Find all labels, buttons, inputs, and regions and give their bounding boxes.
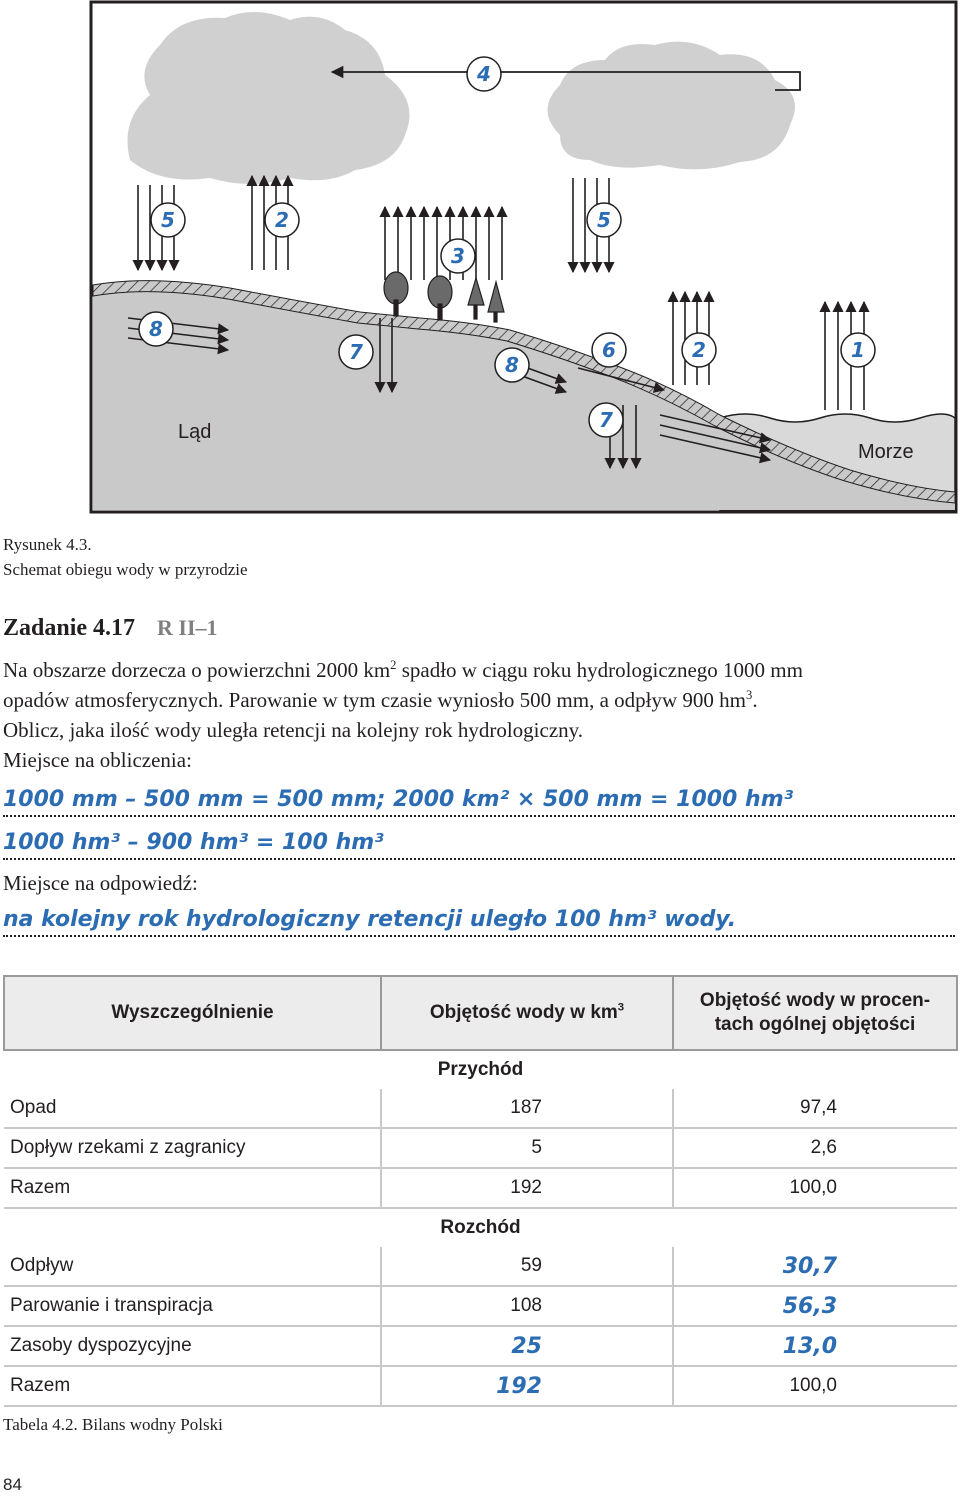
task-text-line-1: Na obszarze dorzecza o powierzchni 2000 $km^2$ spadło w ciągu roku hydrologicznego 1000 mm <box>3 658 803 682</box>
calc-line-2: 1000 hm³ – 900 hm³ = 100 hm³ <box>3 828 955 860</box>
section-outcome: Rozchód <box>440 1217 521 1238</box>
water-balance-table <box>3 975 958 1407</box>
svg-text:1: 1 <box>851 338 865 362</box>
section-income: Przychód <box>437 1059 524 1080</box>
handwritten-value: 25 <box>511 1333 542 1359</box>
table-row: Dopływ rzekami z zagranicy 5 2,6 <box>4 1128 957 1168</box>
task-title: Zadanie 4.17 <box>3 615 136 641</box>
marker-8-left <box>139 312 173 346</box>
table-caption: Tabela 4.2. Bilans wodny Polski <box>3 1415 223 1434</box>
svg-text:5: 5 <box>161 208 175 232</box>
table-row: Odpływ 59 30,7 <box>4 1247 957 1286</box>
svg-text:7: 7 <box>349 340 363 364</box>
figure-caption-text: Schemat obiegu wody w przyrodzie <box>3 560 248 579</box>
table-row: Razem 192 100,0 <box>4 1168 957 1208</box>
marker-3 <box>441 239 475 273</box>
svg-text:8: 8 <box>149 317 163 341</box>
svg-text:8: 8 <box>505 353 519 377</box>
page-number: 84 <box>3 1475 22 1494</box>
handwritten-value: 56,3 <box>782 1293 837 1319</box>
marker-7-right <box>589 403 623 437</box>
marker-6 <box>592 333 626 367</box>
handwritten-value: 13,0 <box>782 1333 837 1359</box>
marker-1 <box>841 333 875 367</box>
figure-caption-number: Rysunek 4.3. <box>3 535 92 554</box>
table-row: Razem 192 100,0 <box>4 1366 957 1406</box>
calc-space-label: Miejsce na obliczenia: <box>3 748 192 772</box>
calc-line-1: 1000 mm – 500 mm = 500 mm; 2000 km² × 500 mm = 1000 hm³ <box>3 785 955 817</box>
handwritten-value: 192 <box>496 1373 542 1399</box>
marker-4 <box>467 57 501 91</box>
svg-text:4: 4 <box>477 62 491 86</box>
task-text-line-2: opadów atmosferycznych. Parowanie w tym czasie wyniosło 500 mm, a odpływ 900 $hm^3$. <box>3 688 758 712</box>
answer-line: na kolejny rok hydrologiczny retencji uległo 100 hm³ wody. <box>3 905 955 937</box>
marker-2-right <box>682 333 716 367</box>
svg-text:3: 3 <box>451 244 465 268</box>
marker-5-left <box>151 203 185 237</box>
table-row: Opad 187 97,4 <box>4 1089 957 1128</box>
answer-space-label: Miejsce na odpowiedź: <box>3 871 198 895</box>
task-code: R II–1 <box>157 615 218 640</box>
table-row: Zasoby dyspozycyjne 25 13,0 <box>4 1326 957 1366</box>
svg-text:6: 6 <box>602 338 616 362</box>
table-row: Parowanie i transpiracja 108 56,3 <box>4 1286 957 1326</box>
handwritten-value: 30,7 <box>782 1253 837 1279</box>
marker-8-mid <box>495 348 529 382</box>
label-land: Ląd <box>178 421 212 443</box>
task-text-line-3: Oblicz, jaka ilość wody uległa retencji na kolejny rok hydrologiczny. <box>3 718 584 742</box>
svg-text:7: 7 <box>599 408 613 432</box>
svg-text:2: 2 <box>692 338 706 362</box>
header-volume: Objętość wody w $km^3$ <box>381 976 673 1050</box>
task-heading <box>3 615 218 642</box>
header-percent: Objętość wody w procen- tach ogólnej objętości <box>673 976 957 1050</box>
marker-5-right <box>587 203 621 237</box>
svg-text:5: 5 <box>597 208 611 232</box>
water-cycle-diagram <box>0 0 960 520</box>
header-specification: Wyszczególnienie <box>4 976 381 1050</box>
label-sea: Morze <box>858 441 914 463</box>
marker-7-left <box>339 335 373 369</box>
svg-text:2: 2 <box>275 208 289 232</box>
marker-2-left <box>265 203 299 237</box>
